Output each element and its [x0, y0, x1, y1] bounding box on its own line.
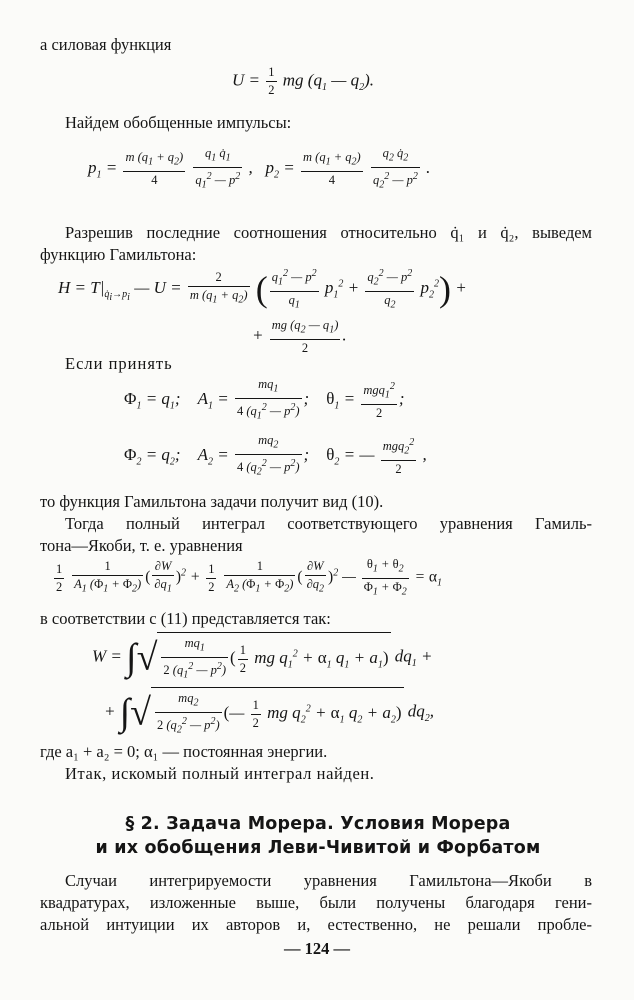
equation-hamilton-jacobi: $\frac{1}{2}$ $\frac{1}{A_1 (\Phi_1 + \Phi_2)}$ ( $\frac{\partial W}{\partial q_1}$ )$^2$ + $\frac{1}{2}$ $\frac{1}{A_2 (\Phi_1 + \Phi_2)}$ ( $\frac{\partial W}{\partial q_2}$ )$^2$ — $\frac{\theta_1 + \theta_2}{\Phi_1 + \Phi_2}$ = $\alpha_1$: [56, 557, 443, 597]
text-then-line-2: тона—Якоби, т. е. уравнения: [40, 536, 243, 555]
text-if-take: Если принять: [65, 354, 173, 373]
equation-hamiltonian-1: $H = T|_{q̇_i\to p_i}$ — U = $\frac{2}{m (q_1 + q_2)}$ ( $\frac{q_1^2 — p^2}{q_1}$ $p_1^2$ + $\frac{q_2^2 — p^2}{q_2}$ $p_2^2$) +: [58, 265, 467, 313]
text-where: где a₁ + a₂ = 0; α₁ — постоянная энергии.: [40, 742, 328, 761]
equation-integral-1: W = ∫√ $\frac{mq_1}{2 (q_1^2 — p^2)}$ ( $\frac{1}{2}$ mg $q_1^2 + \alpha_1$ $q_1 + a_1$) $dq_1$ +: [92, 632, 433, 683]
paragraph-line-1: Случаи интегрируемости уравнения Гамильтона—Якоби в: [65, 871, 592, 890]
text-hamilton-form: то функция Гамильтона задачи получит вид (10).: [40, 492, 384, 511]
section-title-line-1: § 2. Задача Морера. Условия Морера: [125, 814, 511, 834]
text-thus: Итак, искомый полный интеграл найден.: [65, 764, 375, 783]
equation-defs-1: $\Phi_1 = q_1$; $A_1$ = $\frac{mq_1}{4 (q_1^2 — p^2)}$ ; $\theta_1$ = $\frac{mgq_1^2}{2}$ ;: [124, 377, 405, 422]
text-find-momenta: Найдем обобщенные импульсы:: [65, 113, 292, 132]
text-accordance: в соответствии с (11) представляется так:: [40, 609, 331, 628]
text-solving-line-2: функцию Гамильтона:: [40, 245, 197, 264]
equation-momenta: $p_1$ = $\frac{m (q_1 + q_2)}{4}$ $\frac{q_1 q̇_1}{q_1^2 — p^2}$ , $p_2$ = $\frac{m (q_1 + q_2)}{4}$ $\frac{q_2 q̇_2}{q_2^2 — p^2}$ .: [88, 146, 431, 191]
equation-defs-2: $\Phi_2 = q_2$; $A_2$ = $\frac{mq_2}{4 (q_2^2 — p^2)}$ ; $\theta_2$ = — $\frac{mgq_2^2}{2}$ ,: [124, 433, 427, 478]
paragraph-line-3: альной интуиции их авторов и, естественно, не решали пробле-: [40, 915, 592, 934]
paragraph-line-2: квадратурах, изложенные выше, были получены благодаря гени-: [40, 893, 592, 912]
page-number: — 124 —: [284, 939, 350, 958]
equation-potential: U = $\frac{1}{2}$ mg ($q_1$ — $q_2$).: [232, 65, 374, 97]
text-then-line-1: Тогда полный интеграл соответствующего уравнения Гамиль-: [65, 514, 592, 533]
equation-integral-2: + ∫√ $\frac{mq_2}{2 (q_2^2 — p^2)}$ (— $\frac{1}{2}$ mg $q_2^2 + \alpha_1$ $q_2 + a_2$) $dq_2$,: [104, 687, 434, 738]
equation-hamiltonian-2: + $\frac{mg (q_2 — q_1)}{2}$ .: [252, 318, 347, 355]
text-force-function: а силовая функция: [40, 35, 172, 54]
text-solving-line-1: Разрешив последние соотношения относительно q̇₁ и q̇₂, выведем: [65, 223, 592, 242]
section-title-line-2: и их обобщения Леви-Чивитой и Форбатом: [95, 838, 541, 858]
